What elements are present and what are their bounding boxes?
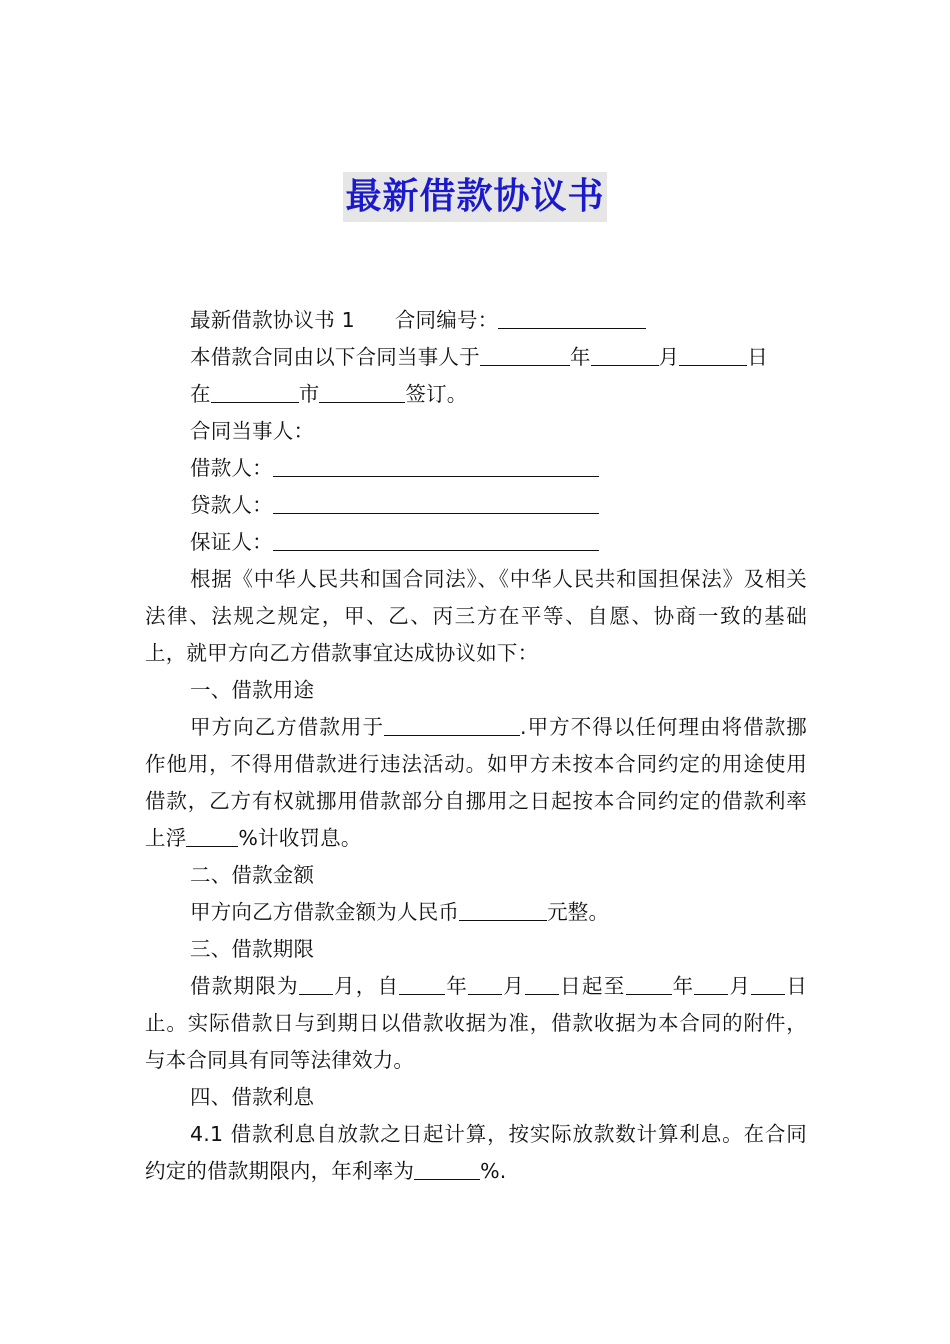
section-4-paragraph	[145, 1116, 807, 1190]
term-months-blank	[299, 972, 333, 995]
guarantor-line	[145, 524, 807, 561]
guarantor-label: 保证人：	[190, 530, 273, 554]
start-year-blank	[399, 972, 445, 995]
document-body	[145, 302, 807, 1190]
end-year-blank	[626, 972, 672, 995]
purpose-blank	[384, 713, 520, 736]
end-day-blank	[751, 972, 785, 995]
s3-month2: 月	[728, 974, 752, 998]
year-blank	[480, 343, 570, 366]
borrower-line	[145, 450, 807, 487]
section-2-paragraph	[145, 894, 807, 931]
s3-month1: 月	[502, 974, 526, 998]
s4-text-a: 4.1 借款利息自放款之日起计算，按实际放款数计算利息。在合同约定的借款期限内，年利率为	[145, 1122, 807, 1183]
s1-text-b: .甲方不得以任何理由将借款挪作他用，不得用借款进行违法活动。如甲方未按本合同约定的用途使用借款，乙方有权就挪用借款部分自挪用之日起按本合同约定的借款利率上浮	[145, 715, 807, 850]
lender-blank	[273, 491, 599, 514]
s1-text-a: 甲方向乙方借款用于	[190, 715, 385, 739]
penalty-rate-blank	[186, 824, 238, 847]
start-month-blank	[468, 972, 502, 995]
s3-text-a: 借款期限为	[190, 974, 299, 998]
borrower-blank	[273, 454, 599, 477]
guarantor-blank	[273, 528, 599, 551]
title-container	[0, 172, 950, 222]
contract-no-label: 合同编号：	[394, 308, 499, 332]
s3-year1: 年	[445, 974, 469, 998]
city-label: 市	[298, 382, 320, 406]
lender-line	[145, 487, 807, 524]
section-3-heading: 三、借款期限	[190, 937, 315, 961]
month-blank	[591, 343, 659, 366]
s3-year2: 年	[671, 974, 695, 998]
signing-line-1	[145, 339, 807, 376]
intro-paragraph: 根据《中华人民共和国合同法》、《中华人民共和国担保法》及相关法律、法规之规定，甲、乙、丙三方在平等、自愿、协商一致的基础上，就甲方向乙方借款事宜达成协议如下：	[145, 567, 807, 665]
s2-text-b: 元整。	[547, 900, 610, 924]
day-blank	[679, 343, 747, 366]
s3-text-b: 止。实际借款日与到期日以借款收据为准，借款收据为本合同的附件，与本合同具有同等法律效力。	[145, 1011, 807, 1072]
s1-text-c: %计收罚息。	[238, 826, 362, 850]
borrower-label: 借款人：	[190, 456, 273, 480]
section-2-heading: 二、借款金额	[190, 863, 315, 887]
doc-label: 最新借款协议书 1	[190, 308, 355, 332]
section-4-heading: 四、借款利息	[190, 1085, 315, 1109]
s4-text-b: %.	[480, 1159, 507, 1183]
s3-day1: 日起至	[559, 974, 626, 998]
document-title: 最新借款协议书	[343, 172, 606, 222]
signing-line-2	[145, 376, 807, 413]
header-line	[145, 302, 807, 339]
end-month-blank	[694, 972, 728, 995]
day-label: 日	[747, 345, 768, 369]
signed-label: 签订。	[405, 382, 468, 406]
parties-heading: 合同当事人：	[190, 419, 315, 443]
section-3-paragraph	[145, 968, 807, 1079]
section-1-paragraph	[145, 709, 807, 857]
annual-rate-blank	[414, 1157, 480, 1180]
month-label: 月	[658, 345, 680, 369]
district-blank	[319, 380, 405, 403]
contract-no-blank	[498, 306, 646, 329]
s3-month-from: 月，自	[332, 974, 400, 998]
s2-text-a: 甲方向乙方借款金额为人民币	[190, 900, 460, 924]
start-day-blank	[525, 972, 559, 995]
lender-label: 贷款人：	[190, 493, 273, 517]
year-label: 年	[569, 345, 591, 369]
signing-prefix: 本借款合同由以下合同当事人于	[190, 345, 480, 369]
s3-day2: 日	[785, 974, 808, 998]
amount-blank	[459, 898, 547, 921]
city-blank	[211, 380, 299, 403]
section-1-heading: 一、借款用途	[190, 678, 315, 702]
place-prefix: 在	[190, 382, 211, 406]
